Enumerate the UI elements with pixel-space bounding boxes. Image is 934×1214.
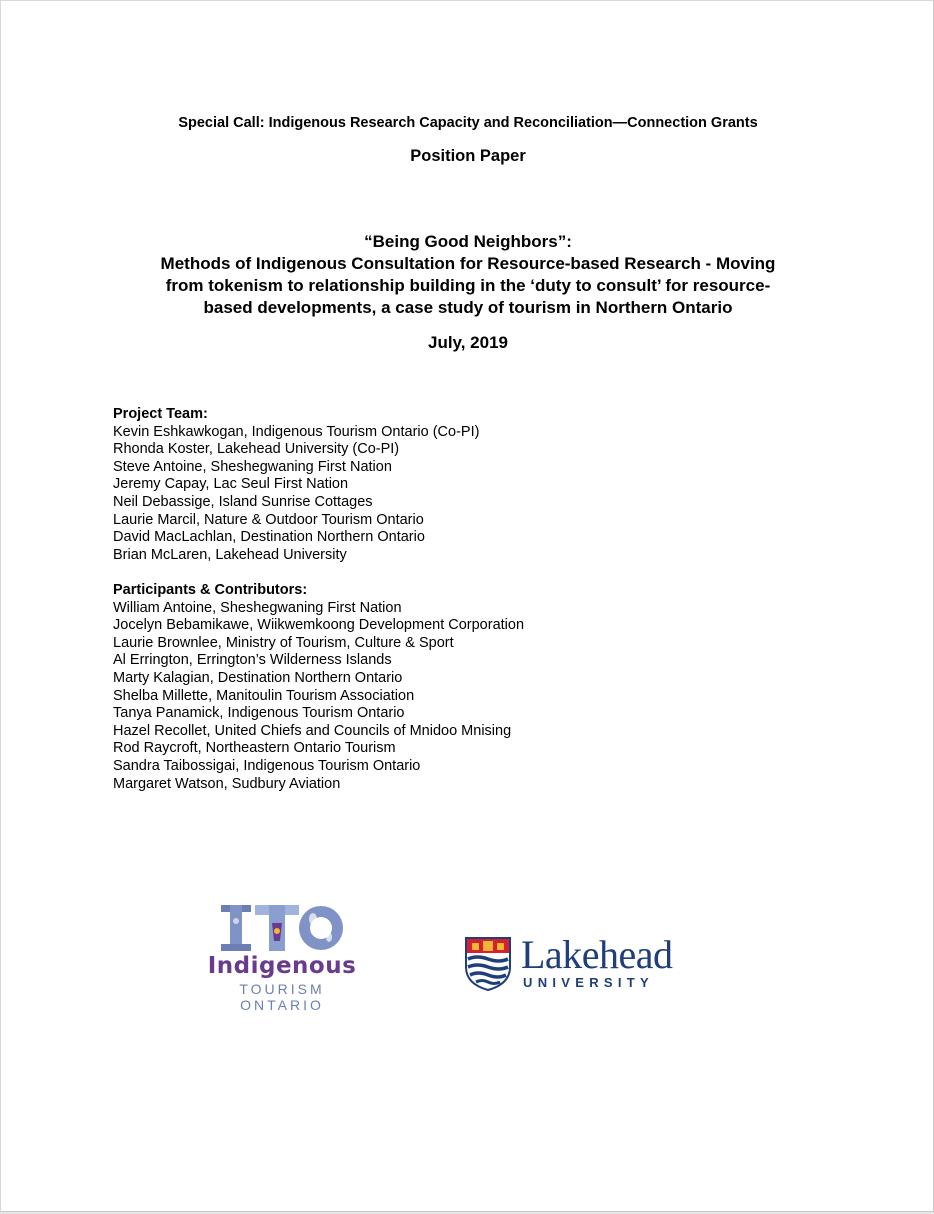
grant-call-heading: Special Call: Indigenous Research Capacity and Reconciliation—Connection Grants <box>178 115 758 131</box>
participants-list <box>113 582 524 793</box>
team-member: Kevin Eshkawkogan, Indigenous Tourism Ontario (Co-PI) <box>113 423 480 440</box>
participant: Sandra Taibossigai, Indigenous Tourism Ontario <box>113 757 421 774</box>
title-line: “Being Good Neighbors”: <box>364 232 572 251</box>
indigenous-tourism-ontario-logo <box>197 899 367 1019</box>
participant: Al Errington, Errington’s Wilderness Islands <box>113 652 392 669</box>
participant: Rod Raycroft, Northeastern Ontario Tourism <box>113 740 396 757</box>
lakehead-name: Lakehead <box>521 932 673 977</box>
participant: Shelba Millette, Manitoulin Tourism Association <box>113 687 415 704</box>
title-line: Methods of Indigenous Consultation for Resource-based Research - Moving <box>160 254 776 273</box>
title-line: based developments, a case study of tourism in Northern Ontario <box>203 298 733 317</box>
team-member: Laurie Marcil, Nature & Outdoor Tourism Ontario <box>113 511 424 528</box>
ito-word: Indigenous <box>207 953 357 979</box>
participants-heading: Participants & Contributors: <box>113 582 308 598</box>
team-member: Jeremy Capay, Lac Seul First Nation <box>113 476 349 493</box>
ito-tourism-text: TOURISM <box>239 981 325 997</box>
lakehead-university-logo <box>463 932 703 995</box>
participant: Hazel Recollet, United Chiefs and Councils of Mnidoo Mnising <box>113 722 512 739</box>
ito-letters-graphic <box>217 901 347 953</box>
paper-date: July, 2019 <box>427 333 509 352</box>
participant: William Antoine, Sheshegwaning First Nation <box>113 599 402 616</box>
document-type: Position Paper <box>410 147 526 165</box>
participant: Tanya Panamick, Indigenous Tourism Ontario <box>113 705 405 722</box>
lakehead-shield-icon <box>465 937 511 991</box>
participant: Laurie Brownlee, Ministry of Tourism, Culture & Sport <box>113 634 454 651</box>
team-member: David MacLachlan, Destination Northern Ontario <box>113 529 425 546</box>
participant: Marty Kalagian, Destination Northern Ontario <box>113 669 403 686</box>
team-member: Neil Debassige, Island Sunrise Cottages <box>113 493 373 510</box>
title-line: from tokenism to relationship building in the ‘duty to consult’ for resource- <box>165 276 771 295</box>
participant: Jocelyn Bebamikawe, Wiikwemkoong Development Corporation <box>113 617 525 634</box>
ito-ontario-text: ONTARIO <box>240 997 324 1013</box>
project-team-list <box>113 406 479 564</box>
team-member: Steve Antoine, Sheshegwaning First Nation <box>113 458 392 475</box>
team-member: Rhonda Koster, Lakehead University (Co-PI) <box>113 441 400 458</box>
lakehead-university-text: UNIVERSITY <box>523 975 655 990</box>
paper-title <box>1 231 934 319</box>
team-member: Brian McLaren, Lakehead University <box>113 546 347 563</box>
project-team-heading: Project Team: <box>113 406 208 422</box>
participant: Margaret Watson, Sudbury Aviation <box>113 775 341 792</box>
